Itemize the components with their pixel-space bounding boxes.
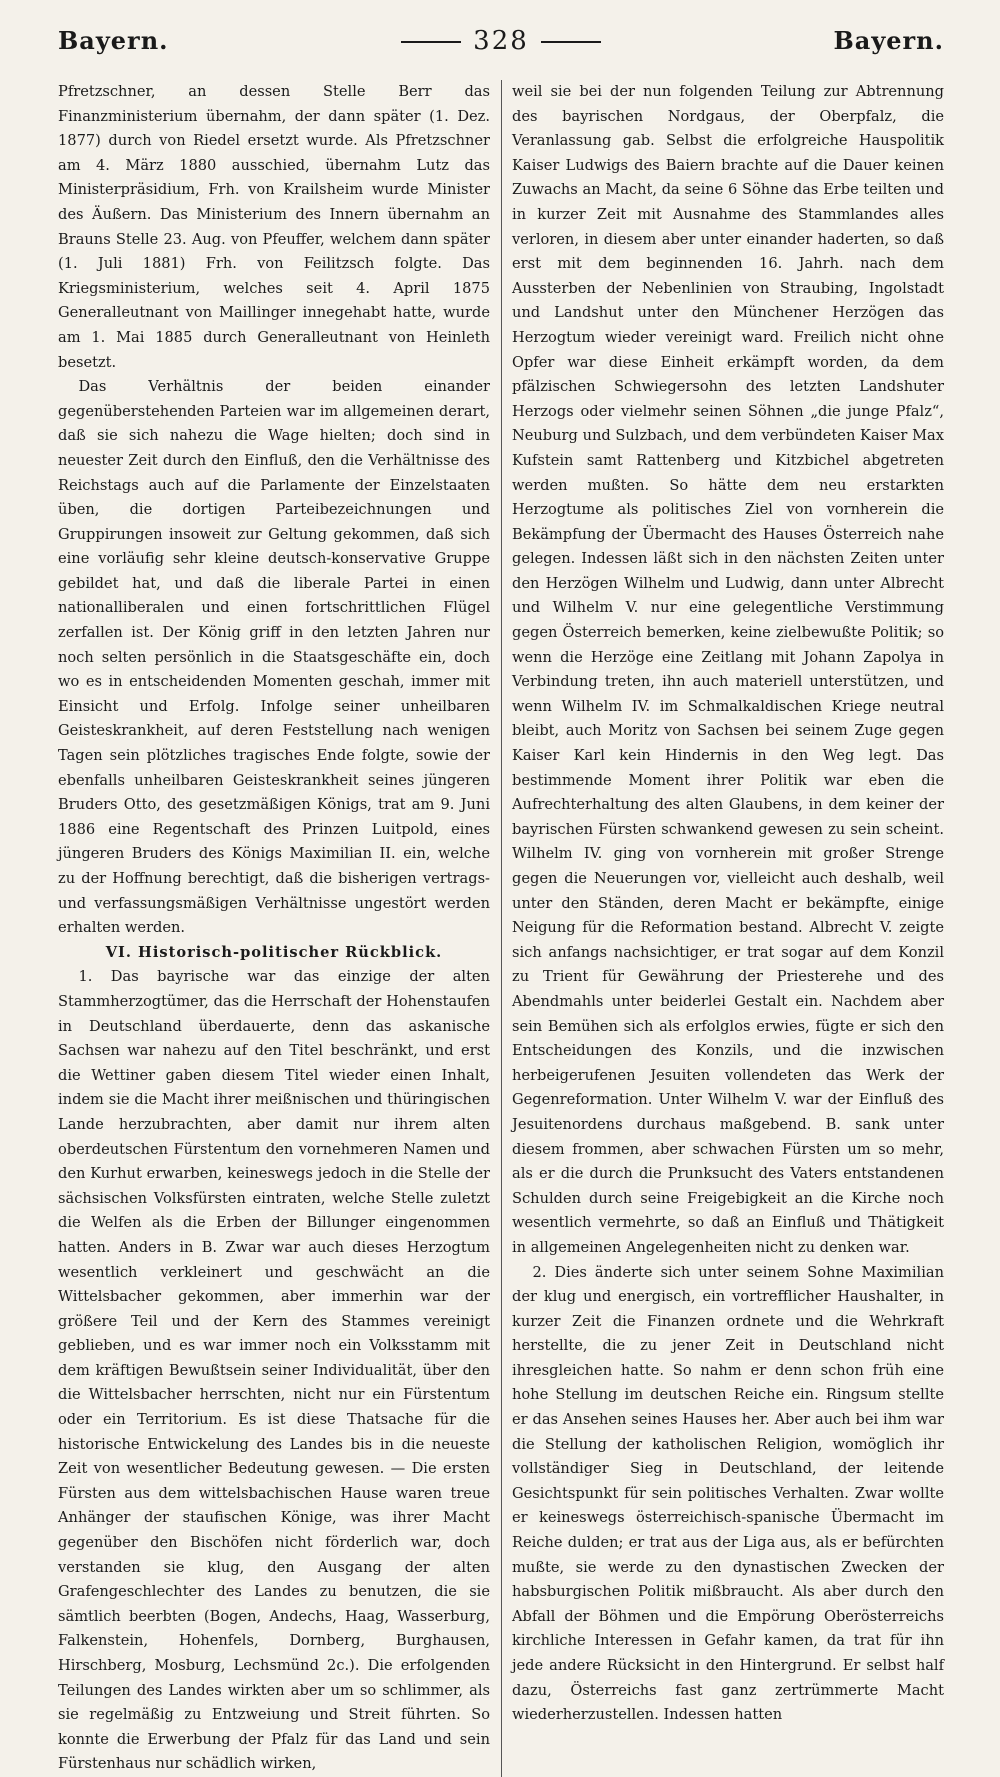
right-paragraph-1: weil sie bei der nun folgenden Teilung zur Abtrennung des bayrischen Nordgaus, der Oberpfalz, die Veranlassung gab. Selbst die erfolgreiche Hauspolitik Kaiser Ludwigs des Baiern brachte auf die Dauer keinen Zuwachs an Macht, da seine 6 Söhne das Erbe teilten und in kurzer Zeit mit Ausnahme des Stammlandes alles verloren, in diesem aber unter einander haderten, so daß erst mit dem beginnenden 16. Jahrh. nach dem Aussterben der Nebenlinien von Straubing, Ingolstadt und Landshut unter den Münchener Herzögen das Herzogtum wieder vereinigt ward. Freilich nicht ohne Opfer war diese Einheit erkämpft worden, da dem pfälzischen Schwiegersohn des letzten Landshuter Herzogs oder vielmehr seinen Söhnen „die junge Pfalz“, Neuburg und Sulzbach, und dem verbündeten Kaiser Max Kufstein samt Rattenberg und Kitzbichel abgetreten werden mußten. So hätte dem neu erstarkten Herzogtume als politisches Ziel von vornherein die Bekämpfung der Übermacht des Hauses Österreich nahe gelegen. Indessen läßt sich in den nächsten Zeiten unter den Herzögen Wilhelm und Ludwig, dann unter Albrecht und Wilhelm V. nur eine gelegentliche Verstimmung gegen Österreich bemerken, keine zielbewußte Politik; so wenn die Herzöge eine Zeitlang mit Johann Zapolya in Verbindung treten, ihn auch materiell unterstützen, und wenn Wilhelm IV. im Schmalkaldischen Kriege neutral bleibt, auch Moritz von Sachsen bei seinem Zuge gegen Kaiser Karl kein Hindernis in den Weg legt. Das bestimmende Moment ihrer Politik war eben die Aufrechterhaltung des alten Glaubens, in dem keiner der bayrischen Fürsten schwankend gewesen zu sein scheint. Wilhelm IV. ging von vornherein mit großer Strenge gegen die Neuerungen vor, vielleicht auch deshalb, weil unter den Ständen, deren Macht er bekämpfte, einige Neigung für die Reformation bestand. Albrecht V. zeigte sich anfangs nachsichtiger, er trat sogar auf dem Konzil zu Trient für Gewährung der Priesterehe und des Abendmahls unter beiderlei Gestalt ein. Nachdem aber sein Bemühen sich als erfolglos erwies, fügte er sich den Entscheidungen des Konzils, und die inzwischen herbeigerufenen Jesuiten vollendeten das Werk der Gegenreformation. Unter Wilhelm V. war der Einfluß des Jesuitenordens durchaus maßgebend. B. sank unter diesem frommen, aber schwachen Fürsten um so mehr, als er die durch die Prunksucht des Vaters entstandenen Schulden durch seine Freigebigkeit an die Kirche noch wesentlich vermehrte, so daß an Einfluß und Thätigkeit in allgemeinen Angelegenheiten nicht zu denken war. bbox=[512, 83, 944, 1256]
left-paragraph-2: Das Verhältnis der beiden einander gegenüberstehenden Parteien war im allgemeinen derart, daß sie sich nahezu die Wage hielten; doch sind in neuester Zeit durch den Einfluß, den die Verhältnisse des Reichstags auch auf die Parlamente der Einzelstaaten üben, die dortigen Parteibezeichnungen und Gruppirungen insoweit zur Geltung gekommen, daß sich eine vorläufig sehr kleine deutsch-konservative Gruppe gebildet hat, und daß die liberale Partei in einen nationalliberalen und einen fortschrittlichen Flügel zerfallen ist. Der König griff in den letzten Jahren nur noch selten persönlich in die Staatsgeschäfte ein, doch wo es in entscheidenden Momenten geschah, immer mit Einsicht und Erfolg. Infolge seiner unheilbaren Geisteskrankheit, auf deren Feststellung nach wenigen Tagen sein plötzliches tragisches Ende folgte, sowie der ebenfalls unheilbaren Geisteskrankheit seines jüngeren Bruders Otto, des gesetzmäßigen Königs, trat am 9. Juni 1886 eine Regentschaft des Prinzen Luitpold, eines jüngeren Bruders des Königs Maximilian II. ein, welche zu der Hoffnung berechtigt, daß die bisherigen vertrags- und verfassungsmäßigen Verhältnisse ungestört werden erhalten werden. bbox=[58, 378, 490, 937]
left-paragraph-3: 1. Das bayrische war das einzige der alten Stammherzogtümer, das die Herrschaft der Hohenstaufen in Deutschland überdauerte, denn das askanische Sachsen war nahezu auf den Titel beschränkt, und erst die Wettiner gaben diesem Titel wieder einen Inhalt, indem sie die Macht ihrer meißnischen und thüringischen Lande herzubrachten, aber damit nur ihrem alten oberdeutschen Fürstentum den vornehmeren Namen und den Kurhut erwarben, keineswegs jedoch in die Stelle der sächsischen Volksfürsten eintraten, welche Stelle zuletzt die Welfen als die Erben der Billunger eingenommen hatten. Anders in B. Zwar war auch dieses Herzogtum wesentlich verkleinert und geschwächt an die Wittelsbacher gekommen, aber immerhin war der größere Teil und der Kern des Stammes vereinigt geblieben, und es war immer noch ein Volksstamm mit dem kräftigen Bewußtsein seiner Individualität, über den die Wittelsbacher herrschten, nicht nur ein Fürstentum oder ein Territorium. Es ist diese Thatsache für die historische Entwickelung des Landes bis in die neueste Zeit von wesentlicher Bedeutung gewesen. — Die ersten Fürsten aus dem wittelsbachischen Hause waren treue Anhänger der staufischen Könige, was ihrer Macht gegenüber den Bischöfen nicht förderlich war, doch verstanden sie klug, den Ausgang der alten Grafengeschlechter des Landes zu benutzen, die sie sämtlich beerbten (Bogen, Andechs, Haag, Wasserburg, Falkenstein, Hohenfels, Dornberg, Burghausen, Hirschberg, Mosburg, Lechsmünd 2c.). Die erfolgenden Teilungen des Landes wirkten aber um so schlimmer, als sie regelmäßig zu Entzweiung und Streit führten. So konnte die Erwerbung der Pfalz für das Land und sein Fürstenhaus nur schädlich wirken, bbox=[58, 968, 490, 1773]
right-paragraph-2: 2. Dies änderte sich unter seinem Sohne Maximilian der klug und energisch, ein vortrefflicher Haushalter, in kurzer Zeit die Finanzen ordnete und die Wehrkraft herstellte, die zu jener Zeit in Deutschland nicht ihresgleichen hatte. So nahm er denn schon früh eine hohe Stellung im deutschen Reiche ein. Ringsum stellte er das Ansehen seines Hauses her. Aber auch bei ihm war die Stellung der katholischen Religion, womöglich ihr vollständiger Sieg in Deutschland, der leitende Gesichtspunkt für sein politisches Verhalten. Zwar wollte er keineswegs österreichisch-spanische Übermacht im Reiche dulden; er trat aus der Liga aus, als er befürchten mußte, sie werde zu den dynastischen Zwecken der habsburgischen Politik mißbraucht. Als aber durch den Abfall der Böhmen und die Empörung Oberösterreichs kirchliche Interessen in Gefahr kamen, da trat für ihn jede andere Rücksicht in den Hintergrund. Er selbst half dazu, Österreichs fast ganz zertrümmerte Macht wiederherzustellen. Indessen hatten bbox=[512, 1263, 944, 1724]
column-divider bbox=[501, 80, 502, 1777]
right-column bbox=[512, 80, 944, 1777]
running-head-right: Bayern. bbox=[833, 26, 944, 55]
page-number-text: 328 bbox=[473, 26, 529, 56]
left-column bbox=[58, 80, 490, 1777]
text-columns bbox=[58, 80, 944, 1777]
page-header bbox=[58, 26, 944, 72]
page-number bbox=[389, 26, 613, 56]
section-heading: VI. Historisch-politischer Rückblick. bbox=[105, 943, 443, 961]
running-head-left: Bayern. bbox=[58, 26, 169, 55]
left-paragraph-1: Pfretzschner, an dessen Stelle Berr das Finanzministerium übernahm, der dann später (1. Dez. 1877) durch von Riedel ersetzt wurde. Als Pfretzschner am 4. März 1880 ausschied, übernahm Lutz das Ministerpräsidium, Frh. von Krailsheim wurde Minister des Äußern. Das Ministerium des Innern übernahm an Brauns Stelle 23. Aug. von Pfeuffer, welchem dann später (1. Juli 1881) Frh. von Feilitzsch folgte. Das Kriegsministerium, welches seit 4. April 1875 Generalleutnant von Maillinger innegehabt hatte, wurde am 1. Mai 1885 durch Generalleutnant von Heinleth besetzt. bbox=[58, 83, 490, 371]
